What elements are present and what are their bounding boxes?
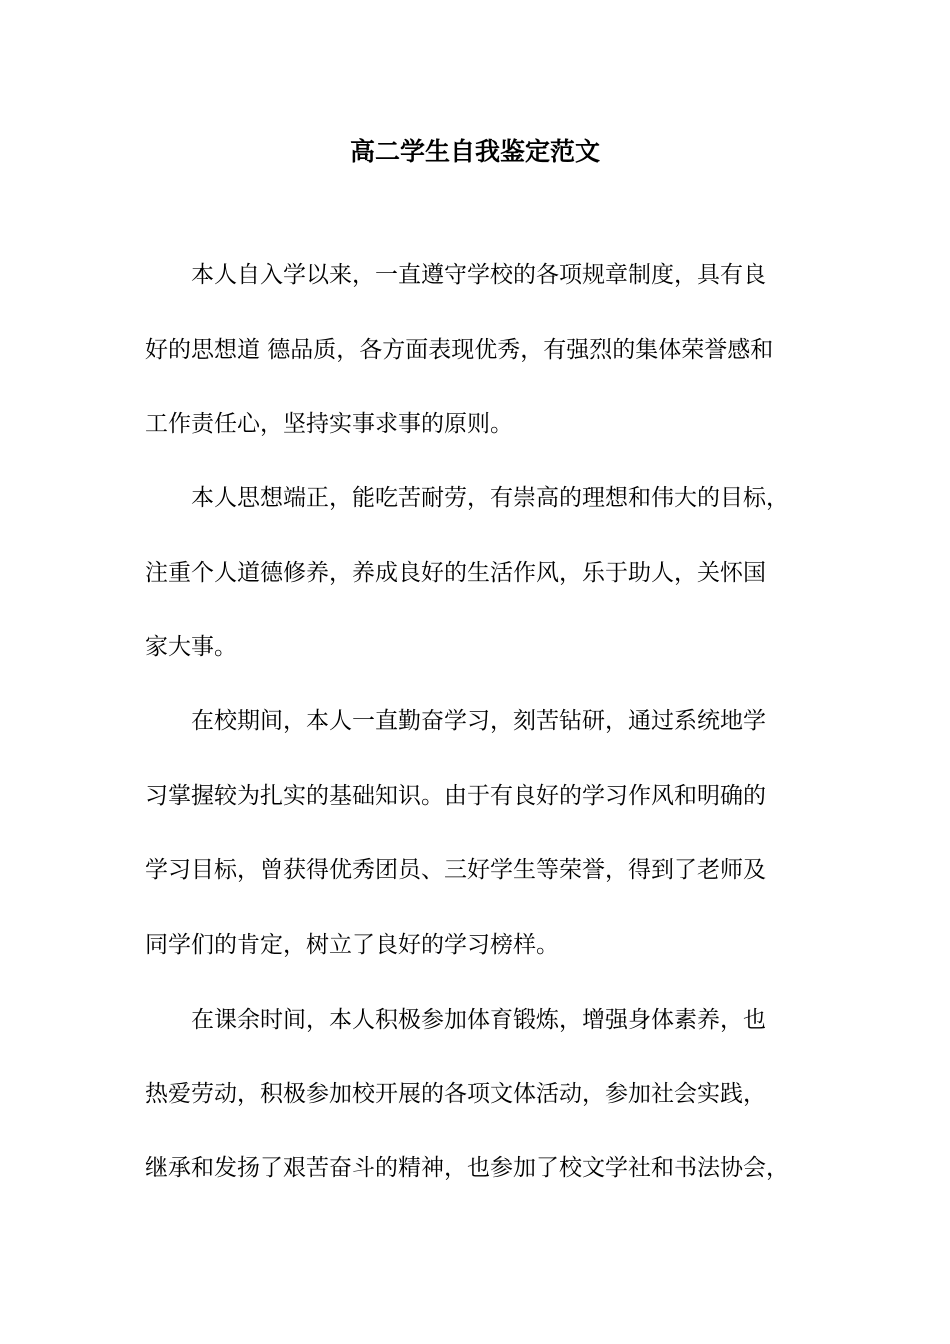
text-line: 热爱劳动，积极参加校开展的各项文体活动，参加社会实践， [145, 1081, 766, 1107]
text-line: 工作责任心，坚持实事求事的原则。 [145, 411, 513, 437]
text-line: 本人思想端正，能吃苦耐劳，有崇高的理想和伟大的目标， [145, 485, 789, 511]
text-line: 本人自入学以来，一直遵守学校的各项规章制度，具有良 [145, 262, 766, 288]
text-line: 习掌握较为扎实的基础知识。由于有良好的学习作风和明确的 [145, 783, 766, 809]
text-line: 在校期间，本人一直勤奋学习，刻苦钻研，通过系统地学 [145, 708, 766, 734]
text-line: 同学们的肯定，树立了良好的学习榜样。 [145, 932, 559, 958]
text-line: 注重个人道德修养，养成良好的生活作风，乐于助人，关怀国 [145, 560, 766, 586]
document-title: 高二学生自我鉴定范文 [349, 137, 600, 166]
text-line: 学习目标，曾获得优秀团员、三好学生等荣誉，得到了老师及 [145, 857, 766, 883]
text-line: 继承和发扬了艰苦奋斗的精神，也参加了校文学社和书法协会， [145, 1155, 789, 1181]
text-line: 家大事。 [145, 634, 237, 660]
text-line: 在课余时间，本人积极参加体育锻炼，增强身体素养，也 [145, 1007, 766, 1033]
text-line: 好的思想道 德品质，各方面表现优秀，有强烈的集体荣誉感和 [145, 337, 774, 363]
